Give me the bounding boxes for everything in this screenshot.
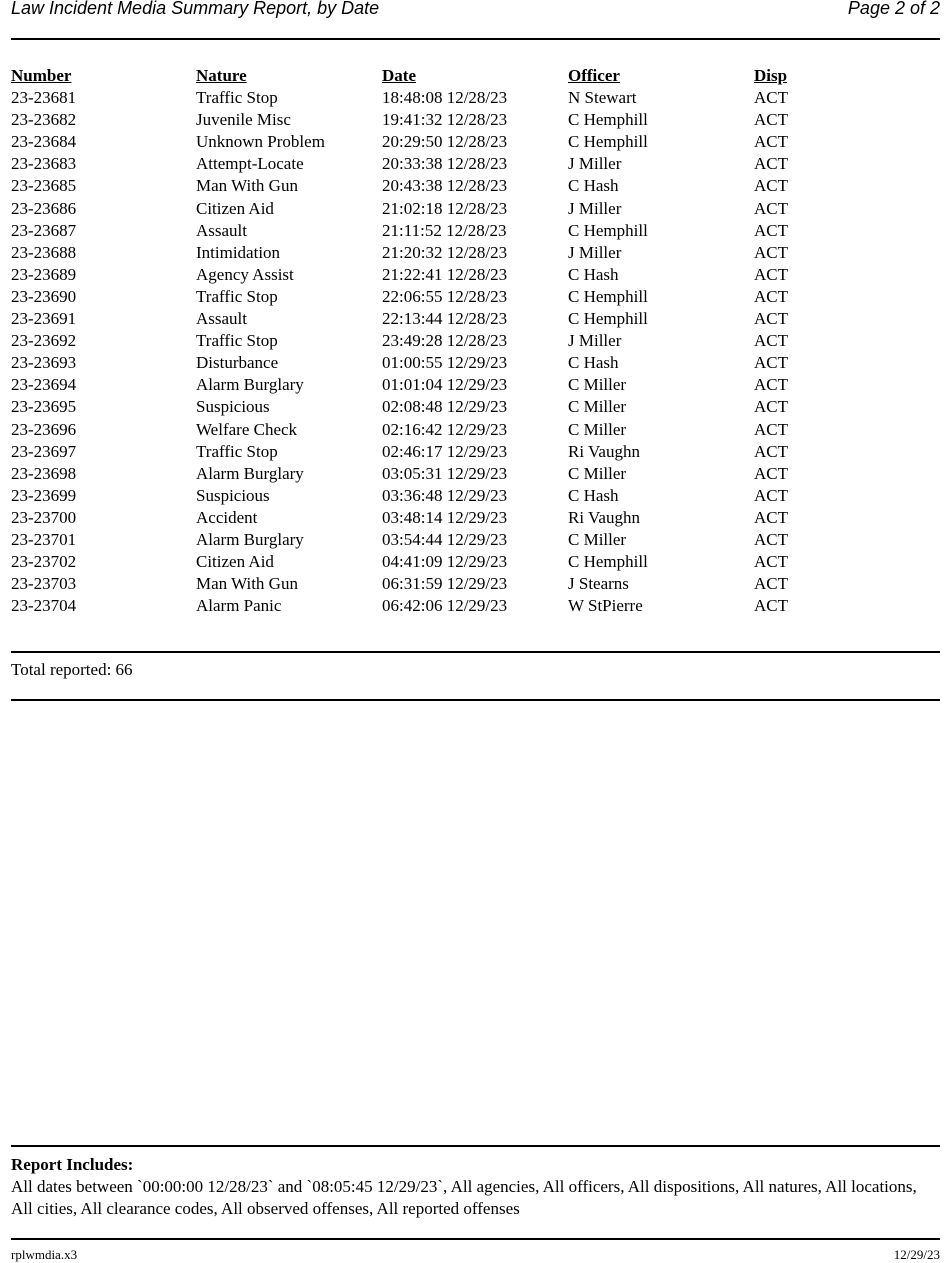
table-row xyxy=(11,153,940,175)
cell-date: 06:31:59 12/29/23 xyxy=(382,574,508,594)
table-row xyxy=(11,242,940,264)
cell-date: 03:54:44 12/29/23 xyxy=(382,529,508,549)
table-row xyxy=(11,87,940,109)
cell-disp: ACT xyxy=(754,463,788,483)
cell-date: 03:48:14 12/29/23 xyxy=(382,507,508,527)
cell-disp: ACT xyxy=(754,132,788,152)
cell-number: 23-23688 xyxy=(11,242,77,262)
table-row xyxy=(11,529,940,551)
table-row xyxy=(11,131,940,153)
cell-number: 23-23699 xyxy=(11,485,77,505)
table-row xyxy=(11,595,940,617)
cell-nature: Assault xyxy=(196,309,247,329)
report-title: Law Incident Media Summary Report, by Date xyxy=(11,0,380,18)
cell-date: 01:01:04 12/29/23 xyxy=(382,375,508,395)
cell-disp: ACT xyxy=(754,264,788,284)
cell-disp: ACT xyxy=(754,552,788,572)
table-row xyxy=(11,441,940,463)
cell-date: 03:05:31 12/29/23 xyxy=(382,463,508,483)
column-header-nature: Nature xyxy=(196,66,247,85)
cell-officer: C Hash xyxy=(568,176,619,196)
cell-officer: C Hemphill xyxy=(568,552,648,572)
cell-number: 23-23682 xyxy=(11,110,77,130)
incident-table xyxy=(11,65,940,617)
cell-nature: Traffic Stop xyxy=(196,441,278,461)
cell-nature: Man With Gun xyxy=(196,574,298,594)
column-header-officer: Officer xyxy=(568,66,620,85)
cell-date: 21:02:18 12/28/23 xyxy=(382,198,508,218)
cell-nature: Traffic Stop xyxy=(196,331,278,351)
cell-officer: C Hemphill xyxy=(568,286,648,306)
cell-number: 23-23704 xyxy=(11,596,77,616)
table-header-row xyxy=(11,65,940,87)
table-row xyxy=(11,198,940,220)
table-row xyxy=(11,419,940,441)
cell-number: 23-23690 xyxy=(11,286,77,306)
cell-date: 18:48:08 12/28/23 xyxy=(382,88,508,108)
report-includes xyxy=(11,1154,940,1220)
cell-nature: Alarm Burglary xyxy=(196,529,304,549)
column-header-date: Date xyxy=(382,66,416,85)
cell-disp: ACT xyxy=(754,110,788,130)
cell-disp: ACT xyxy=(754,242,788,262)
cell-date: 02:16:42 12/29/23 xyxy=(382,419,508,439)
cell-number: 23-23692 xyxy=(11,331,77,351)
table-row xyxy=(11,396,940,418)
cell-number: 23-23681 xyxy=(11,88,77,108)
cell-nature: Suspicious xyxy=(196,397,270,417)
cell-officer: C Miller xyxy=(568,397,627,417)
cell-date: 06:42:06 12/29/23 xyxy=(382,596,508,616)
cell-date: 22:13:44 12/28/23 xyxy=(382,309,508,329)
table-row xyxy=(11,485,940,507)
cell-nature: Suspicious xyxy=(196,485,270,505)
report-header xyxy=(11,0,940,20)
cell-disp: ACT xyxy=(754,176,788,196)
cell-date: 01:00:55 12/29/23 xyxy=(382,353,508,373)
cell-number: 23-23694 xyxy=(11,375,77,395)
cell-disp: ACT xyxy=(754,574,788,594)
cell-officer: J Miller xyxy=(568,242,622,262)
total-divider xyxy=(11,699,940,701)
cell-nature: Accident xyxy=(196,507,258,527)
cell-number: 23-23689 xyxy=(11,264,77,284)
cell-disp: ACT xyxy=(754,485,788,505)
table-row xyxy=(11,175,940,197)
cell-date: 02:08:48 12/29/23 xyxy=(382,397,508,417)
total-reported: Total reported: 66 xyxy=(11,660,133,679)
cell-officer: C Hash xyxy=(568,264,619,284)
cell-officer: J Miller xyxy=(568,331,622,351)
page-indicator: Page 2 of 2 xyxy=(847,0,940,18)
cell-number: 23-23684 xyxy=(11,132,77,152)
cell-date: 03:36:48 12/29/23 xyxy=(382,485,508,505)
cell-officer: C Hemphill xyxy=(568,110,648,130)
table-bottom-divider xyxy=(11,651,940,653)
table-row xyxy=(11,220,940,242)
cell-nature: Traffic Stop xyxy=(196,286,278,306)
cell-nature: Juvenile Misc xyxy=(196,110,291,130)
cell-disp: ACT xyxy=(754,309,788,329)
cell-nature: Alarm Panic xyxy=(196,596,282,616)
includes-title: Report Includes: xyxy=(11,1155,134,1174)
cell-nature: Assault xyxy=(196,220,247,240)
cell-officer: Ri Vaughn xyxy=(568,441,640,461)
cell-number: 23-23687 xyxy=(11,220,77,240)
cell-officer: J Miller xyxy=(568,154,622,174)
cell-disp: ACT xyxy=(754,419,788,439)
table-row xyxy=(11,507,940,529)
cell-nature: Citizen Aid xyxy=(196,552,274,572)
cell-nature: Alarm Burglary xyxy=(196,375,304,395)
column-header-disp: Disp xyxy=(754,66,788,85)
footer-divider xyxy=(11,1238,940,1240)
table-row xyxy=(11,352,940,374)
cell-officer: N Stewart xyxy=(568,88,637,108)
cell-number: 23-23698 xyxy=(11,463,77,483)
cell-nature: Unknown Problem xyxy=(196,132,325,152)
cell-officer: C Hemphill xyxy=(568,309,648,329)
cell-disp: ACT xyxy=(754,220,788,240)
page-footer xyxy=(11,1246,940,1263)
cell-date: 04:41:09 12/29/23 xyxy=(382,552,508,572)
cell-disp: ACT xyxy=(754,331,788,351)
cell-nature: Attempt-Locate xyxy=(196,154,304,174)
table-row xyxy=(11,308,940,330)
cell-officer: J Stearns xyxy=(568,574,629,594)
cell-number: 23-23703 xyxy=(11,574,77,594)
cell-number: 23-23696 xyxy=(11,419,77,439)
cell-number: 23-23702 xyxy=(11,552,77,572)
cell-officer: Ri Vaughn xyxy=(568,507,640,527)
cell-date: 21:20:32 12/28/23 xyxy=(382,242,508,262)
cell-date: 20:33:38 12/28/23 xyxy=(382,154,508,174)
includes-top-divider xyxy=(11,1145,940,1147)
cell-disp: ACT xyxy=(754,375,788,395)
cell-nature: Alarm Burglary xyxy=(196,463,304,483)
cell-number: 23-23695 xyxy=(11,397,77,417)
cell-number: 23-23691 xyxy=(11,309,77,329)
footer-report-id: rplwmdia.x3 xyxy=(11,1247,78,1262)
cell-nature: Agency Assist xyxy=(196,264,294,284)
cell-number: 23-23693 xyxy=(11,353,77,373)
cell-date: 21:11:52 12/28/23 xyxy=(382,220,507,240)
cell-disp: ACT xyxy=(754,88,788,108)
table-row xyxy=(11,463,940,485)
table-row xyxy=(11,264,940,286)
cell-disp: ACT xyxy=(754,198,788,218)
cell-disp: ACT xyxy=(754,441,788,461)
header-divider xyxy=(11,38,940,40)
cell-nature: Disturbance xyxy=(196,353,279,373)
cell-officer: C Hash xyxy=(568,485,619,505)
cell-number: 23-23686 xyxy=(11,198,77,218)
cell-nature: Citizen Aid xyxy=(196,198,274,218)
cell-officer: C Miller xyxy=(568,375,627,395)
footer-date: 12/29/23 xyxy=(893,1247,940,1262)
cell-disp: ACT xyxy=(754,397,788,417)
cell-officer: C Miller xyxy=(568,419,627,439)
cell-officer: C Hash xyxy=(568,353,619,373)
cell-number: 23-23697 xyxy=(11,441,77,461)
cell-number: 23-23700 xyxy=(11,507,77,527)
cell-officer: C Hemphill xyxy=(568,132,648,152)
cell-disp: ACT xyxy=(754,286,788,306)
cell-date: 22:06:55 12/28/23 xyxy=(382,286,508,306)
cell-nature: Welfare Check xyxy=(196,419,298,439)
cell-disp: ACT xyxy=(754,596,788,616)
cell-number: 23-23701 xyxy=(11,529,77,549)
cell-officer: J Miller xyxy=(568,198,622,218)
cell-disp: ACT xyxy=(754,529,788,549)
table-row xyxy=(11,286,940,308)
cell-nature: Traffic Stop xyxy=(196,88,278,108)
table-row xyxy=(11,573,940,595)
table-row xyxy=(11,551,940,573)
cell-disp: ACT xyxy=(754,353,788,373)
cell-disp: ACT xyxy=(754,507,788,527)
cell-date: 23:49:28 12/28/23 xyxy=(382,331,508,351)
cell-officer: C Miller xyxy=(568,463,627,483)
table-row xyxy=(11,374,940,396)
table-row xyxy=(11,109,940,131)
table-body xyxy=(11,87,940,617)
cell-nature: Intimidation xyxy=(196,242,281,262)
cell-number: 23-23683 xyxy=(11,154,77,174)
column-header-number: Number xyxy=(11,66,72,85)
cell-date: 02:46:17 12/29/23 xyxy=(382,441,508,461)
table-row xyxy=(11,330,940,352)
cell-nature: Man With Gun xyxy=(196,176,298,196)
cell-date: 21:22:41 12/28/23 xyxy=(382,264,508,284)
cell-number: 23-23685 xyxy=(11,176,77,196)
cell-officer: C Hemphill xyxy=(568,220,648,240)
cell-disp: ACT xyxy=(754,154,788,174)
cell-date: 20:29:50 12/28/23 xyxy=(382,132,508,152)
cell-date: 19:41:32 12/28/23 xyxy=(382,110,508,130)
cell-date: 20:43:38 12/28/23 xyxy=(382,176,508,196)
cell-officer: C Miller xyxy=(568,529,627,549)
includes-text: All dates between `00:00:00 12/28/23` and `08:05:45 12/29/23`, All agencies, All officers, All dispositions, All natures, All locations, All cities, All clearance codes, All observed offenses, All reported offenses xyxy=(11,1177,917,1218)
cell-officer: W StPierre xyxy=(568,596,643,616)
